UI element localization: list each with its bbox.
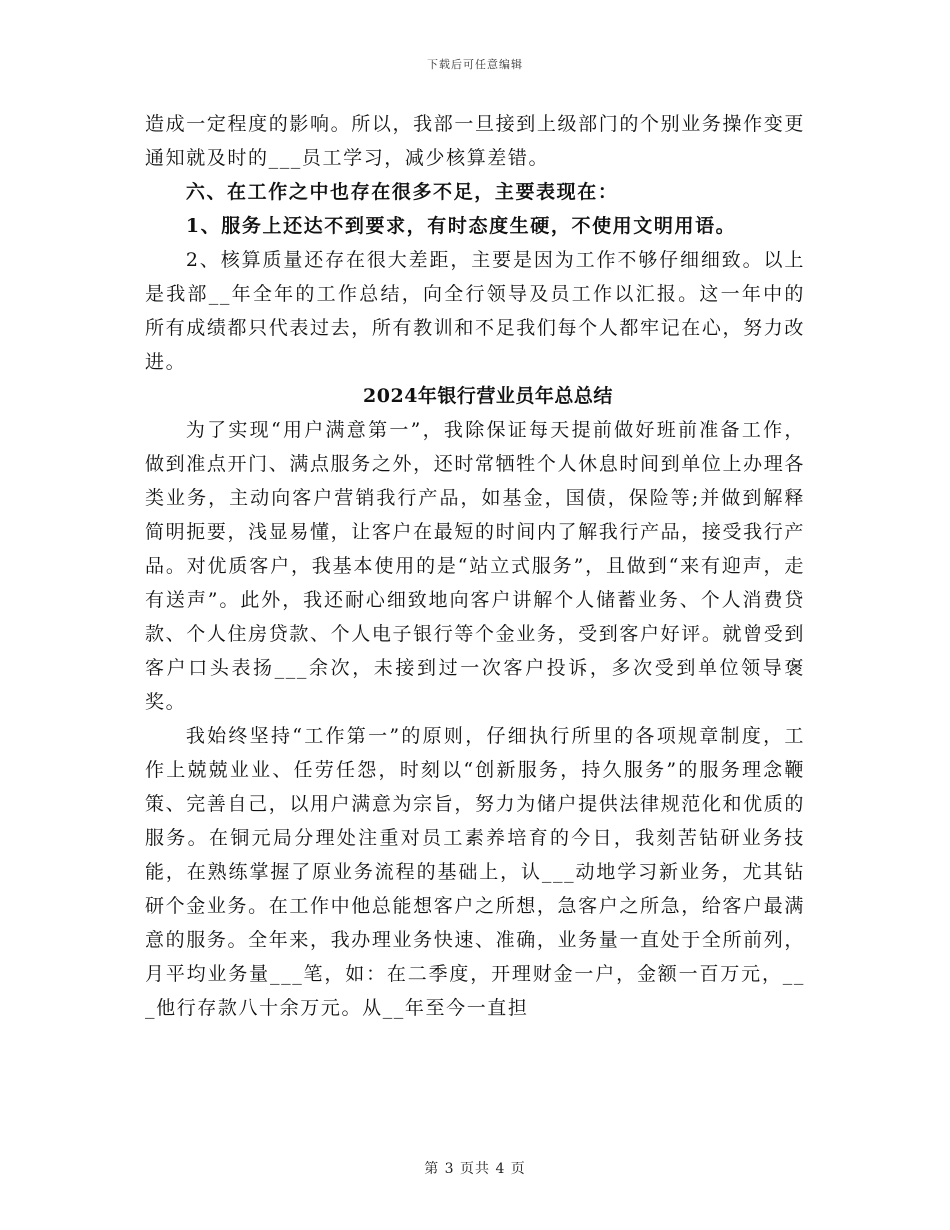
document-body — [145, 107, 805, 1025]
section-heading-shortcomings: 六、在工作之中也存在很多不足，主要表现在： — [185, 181, 619, 203]
paragraph-customer-service: 为了实现“用户满意第一”，我除保证每天提前做好班前准备工作，做到准点开门、满点服务之外，还时常牺牲个人休息时间到单位上办理各类业务，主动向客户营销我行产品，如基金，国债，保险等;并做到解释简明扼要，浅显易懂，让客户在最短的时间内了解我行产品，接受我行产品。对优质客户，我基本使用的是“站立式服务”，且做到“来有迎声，走有送声”。此外，我还耐心细致地向客户讲解个人储蓄业务、个人消费贷款、个人住房贷款、个人电子银行等个金业务，受到客户好评。就曾受到客户口头表扬___余次，未接到过一次客户投诉，多次受到单位领导褒奖。 — [145, 419, 805, 713]
page-number: 第 3 页共 4 页 — [424, 1161, 526, 1177]
document-title: 2024年银行营业员年总总结 — [363, 385, 613, 407]
shortcoming-item-1: 1、服务上还达不到要求，有时态度生硬，不使用文明用语。 — [185, 215, 737, 237]
paragraph-work-principle: 我始终坚持“工作第一”的原则，仔细执行所里的各项规章制度，工作上兢兢业业、任劳任怨，时刻以“创新服务，持久服务”的服务理念鞭策、完善自己，以用户满意为宗旨，努力为储户提供法律规范化和优质的服务。在铜元局分理处注重对员工素养培育的今日，我刻苦钻研业务技能，在熟练掌握了原业务流程的基础上，认___动地学习新业务，尤其钻研个金业务。在工作中他总能想客户之所想，急客户之所急，给客户最满意的服务。全年来，我办理业务快速、准确，业务量一直处于全所前列，月平均业务量___笔，如：在二季度，开理财金一户，金额一百万元，___他行存款八十余万元。从__年至今一直担 — [145, 725, 805, 1019]
page-header-note: 下载后可任意编辑 — [427, 58, 523, 71]
paragraph-continuation: 造成一定程度的影响。所以，我部一旦接到上级部门的个别业务操作变更通知就及时的___员工学习，减少核算差错。 — [145, 113, 805, 169]
shortcoming-item-2: 2、核算质量还存在很大差距，主要是因为工作不够仔细细致。以上是我部__年全年的工作总结，向全行领导及员工作以汇报。这一年中的所有成绩都只代表过去，所有教训和不足我们每个人都牢记在心，努力改进。 — [145, 249, 805, 373]
